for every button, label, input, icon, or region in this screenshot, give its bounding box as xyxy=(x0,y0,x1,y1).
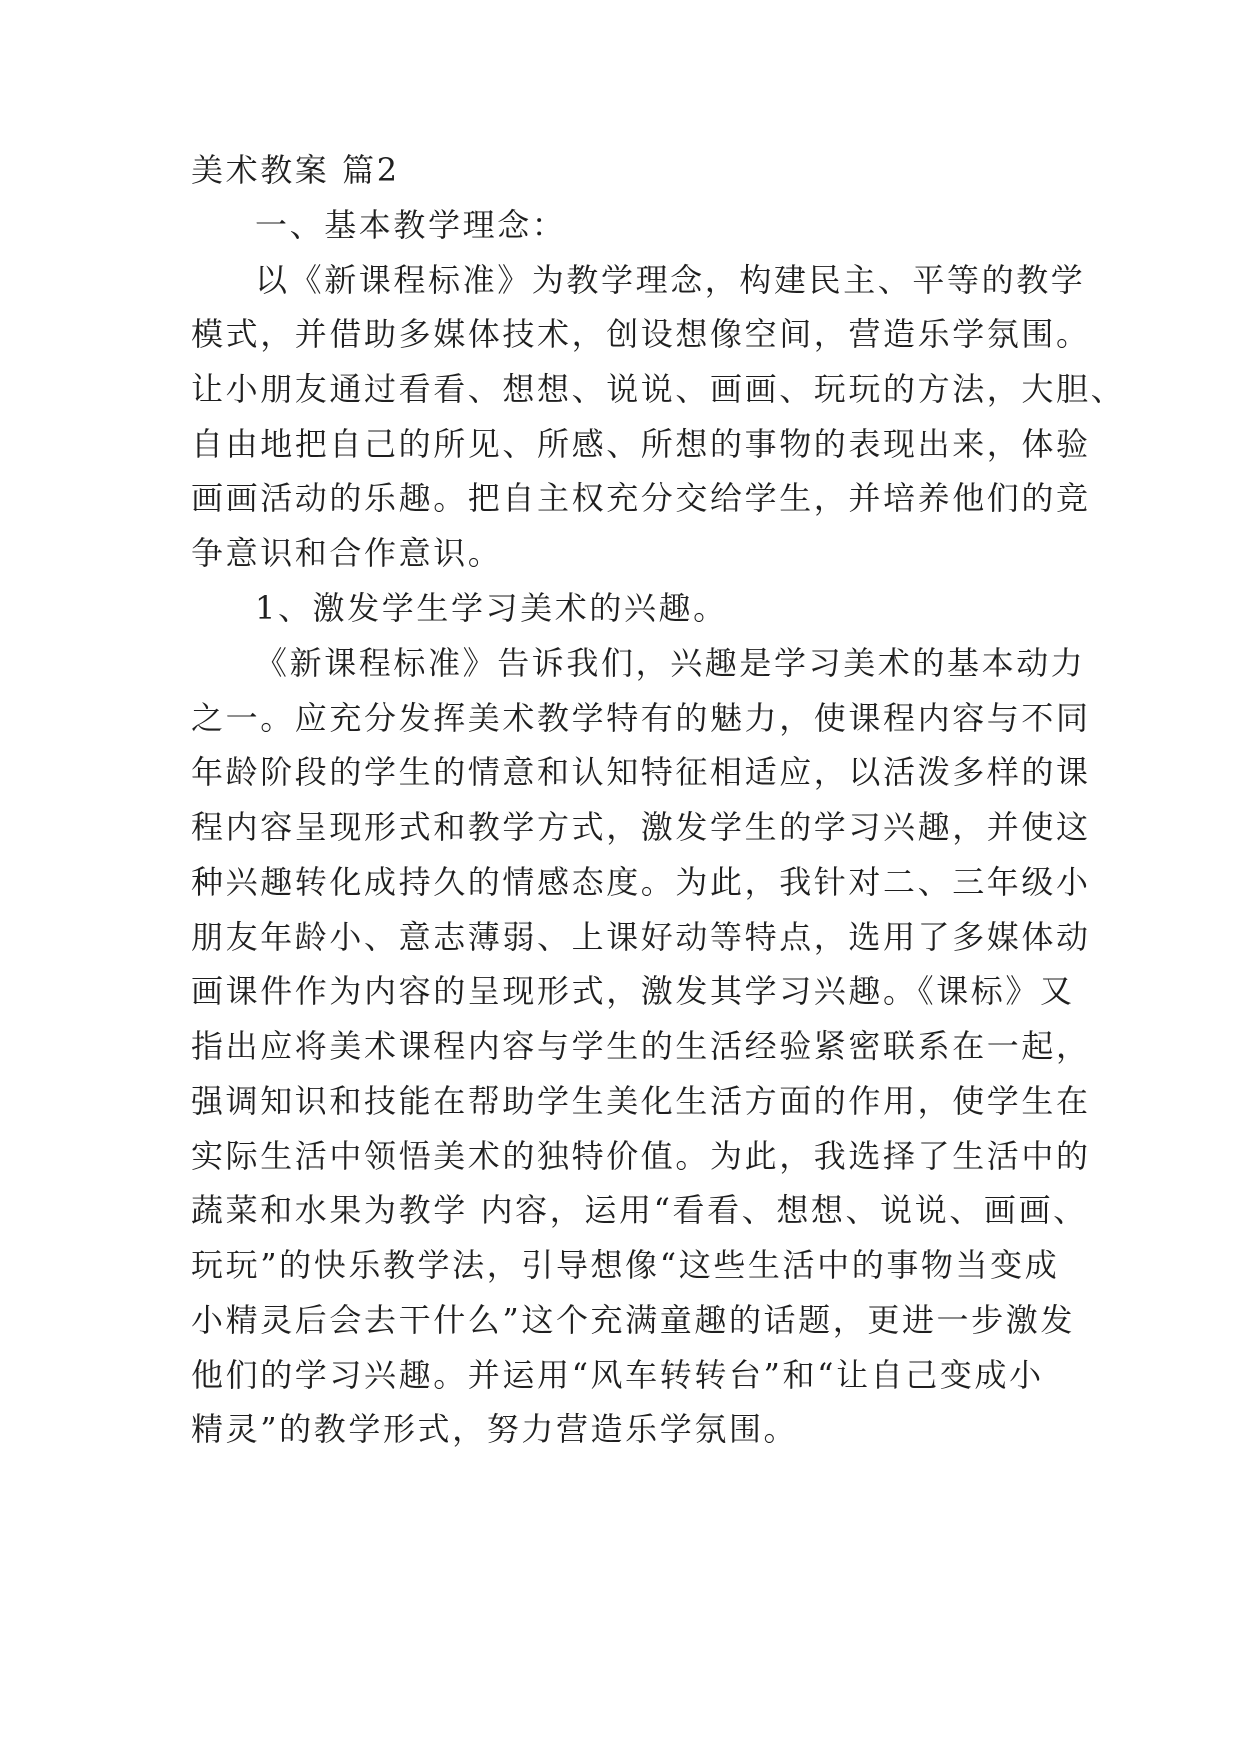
section-heading: 一、基本教学理念： xyxy=(255,206,567,244)
paragraph-line: 以《新课程标准》为教学理念，构建民主、平等的教学 xyxy=(255,261,1086,299)
paragraph-line: 他们的学习兴趣。并运用“风车转转台”和“让自己变成小 xyxy=(191,1356,1044,1394)
paragraph-line: 争意识和合作意识。 xyxy=(191,534,503,572)
paragraph-line: 画课件作为内容的呈现形式，激发其学习兴趣。《课标》又 xyxy=(191,972,1075,1010)
paragraph-line: 种兴趣转化成持久的情感态度。为此，我针对二、三年级小 xyxy=(191,863,1091,901)
document-title: 美术教案 篇2 xyxy=(191,151,400,189)
paragraph-line: 精灵”的教学形式，努力营造乐学氛围。 xyxy=(191,1410,799,1448)
paragraph-line: 《新课程标准》告诉我们，兴趣是学习美术的基本动力 xyxy=(255,644,1086,682)
paragraph-line: 自由地把自己的所见、所感、所想的事物的表现出来，体验 xyxy=(191,425,1091,463)
paragraph-line: 实际生活中领悟美术的独特价值。为此，我选择了生活中的 xyxy=(191,1137,1091,1175)
paragraph-line: 让小朋友通过看看、想想、说说、画画、玩玩的方法，大胆、 xyxy=(191,370,1126,408)
paragraph-line: 小精灵后会去干什么”这个充满童趣的话题，更进一步激发 xyxy=(191,1301,1075,1339)
subsection-heading: 1、激发学生学习美术的兴趣。 xyxy=(255,589,728,627)
paragraph-line: 年龄阶段的学生的情意和认知特征相适应，以活泼多样的课 xyxy=(191,753,1091,791)
paragraph-line: 指出应将美术课程内容与学生的生活经验紧密联系在一起， xyxy=(191,1027,1091,1065)
paragraph-line: 之一。应充分发挥美术教学特有的魅力，使课程内容与不同 xyxy=(191,699,1091,737)
paragraph-line: 强调知识和技能在帮助学生美化生活方面的作用，使学生在 xyxy=(191,1082,1091,1120)
paragraph-line: 朋友年龄小、意志薄弱、上课好动等特点，选用了多媒体动 xyxy=(191,918,1091,956)
paragraph-line: 画画活动的乐趣。把自主权充分交给学生，并培养他们的竞 xyxy=(191,479,1091,517)
paragraph-line: 玩玩”的快乐教学法，引导想像“这些生活中的事物当变成 xyxy=(191,1246,1060,1284)
paragraph-line: 蔬菜和水果为教学 内容，运用“看看、想想、说说、画画、 xyxy=(191,1191,1088,1229)
paragraph-line: 模式，并借助多媒体技术，创设想像空间，营造乐学氛围。 xyxy=(191,315,1091,353)
paragraph-line: 程内容呈现形式和教学方式，激发学生的学习兴趣，并使这 xyxy=(191,808,1091,846)
